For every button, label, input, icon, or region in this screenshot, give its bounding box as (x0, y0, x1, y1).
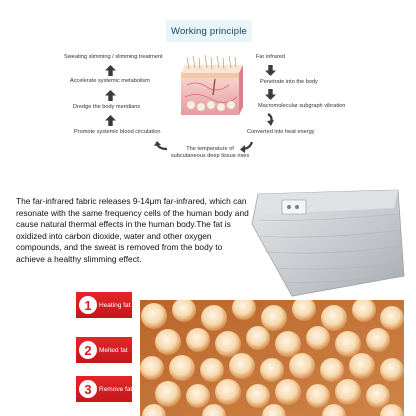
badge-number-circle (79, 341, 97, 359)
arrow-down-icon (265, 65, 276, 76)
step-temperature-line-1: The temperature of (186, 146, 234, 152)
step-accelerate-metabolism: Accelerate systemic metabolism (70, 78, 150, 84)
step-blood-circulation: Promote systemic blood circulation (74, 129, 161, 135)
section-title: Working principle (170, 25, 248, 37)
arrow-down-icon (265, 89, 276, 100)
skin-cross-section-illustration (177, 55, 243, 121)
badge-remove-fat (76, 376, 132, 402)
description-paragraph: The far-infrared fabric releases 9-14μm far-infrared, which can resonate with the same frequency cells of the human body and cause natural thermal effects in the human body.The fat is oxidized into carbon dioxide, water and other oxygen compounds, and the sweat is removed from the body to achieve a healthy slimming effect. (16, 196, 249, 264)
arrow-up-icon (105, 115, 116, 126)
curved-arrow-icon (154, 141, 168, 153)
badge-number-circle (79, 296, 97, 314)
step-penetrate-body: Penetrate into the body (260, 79, 318, 85)
badge-label: Melted fat (99, 346, 128, 354)
badge-number: 3 (84, 381, 92, 397)
step-temperature-line-2: subcutaneous deep tissue rises (170, 152, 250, 159)
badge-melted-fat (76, 337, 132, 363)
curved-arrow-icon (262, 113, 276, 127)
section-title-box (166, 20, 252, 42)
step-heat-energy: Converted into heat energy (247, 129, 315, 135)
curved-arrow-icon (240, 141, 254, 153)
arrow-up-icon (105, 90, 116, 101)
step-far-infrared: Far infrared (256, 54, 285, 60)
step-dredge-meridians: Dredge the body meridians (73, 104, 141, 110)
badge-number: 1 (84, 297, 92, 313)
step-sweating-slimming: Sweating slimming / slimming treatment (64, 54, 163, 60)
badge-number-circle (79, 380, 97, 398)
badge-heating-fat (76, 292, 132, 318)
step-macromolecular-vibration: Macromolecular subgraph vibration (258, 103, 346, 109)
badge-label: Remove fat (99, 385, 133, 393)
fat-cells-image (140, 300, 404, 416)
badge-label: Heating fat (99, 301, 131, 309)
arrow-up-icon (105, 65, 116, 76)
badge-number: 2 (84, 342, 92, 358)
sauna-blanket-product-image (248, 184, 406, 300)
